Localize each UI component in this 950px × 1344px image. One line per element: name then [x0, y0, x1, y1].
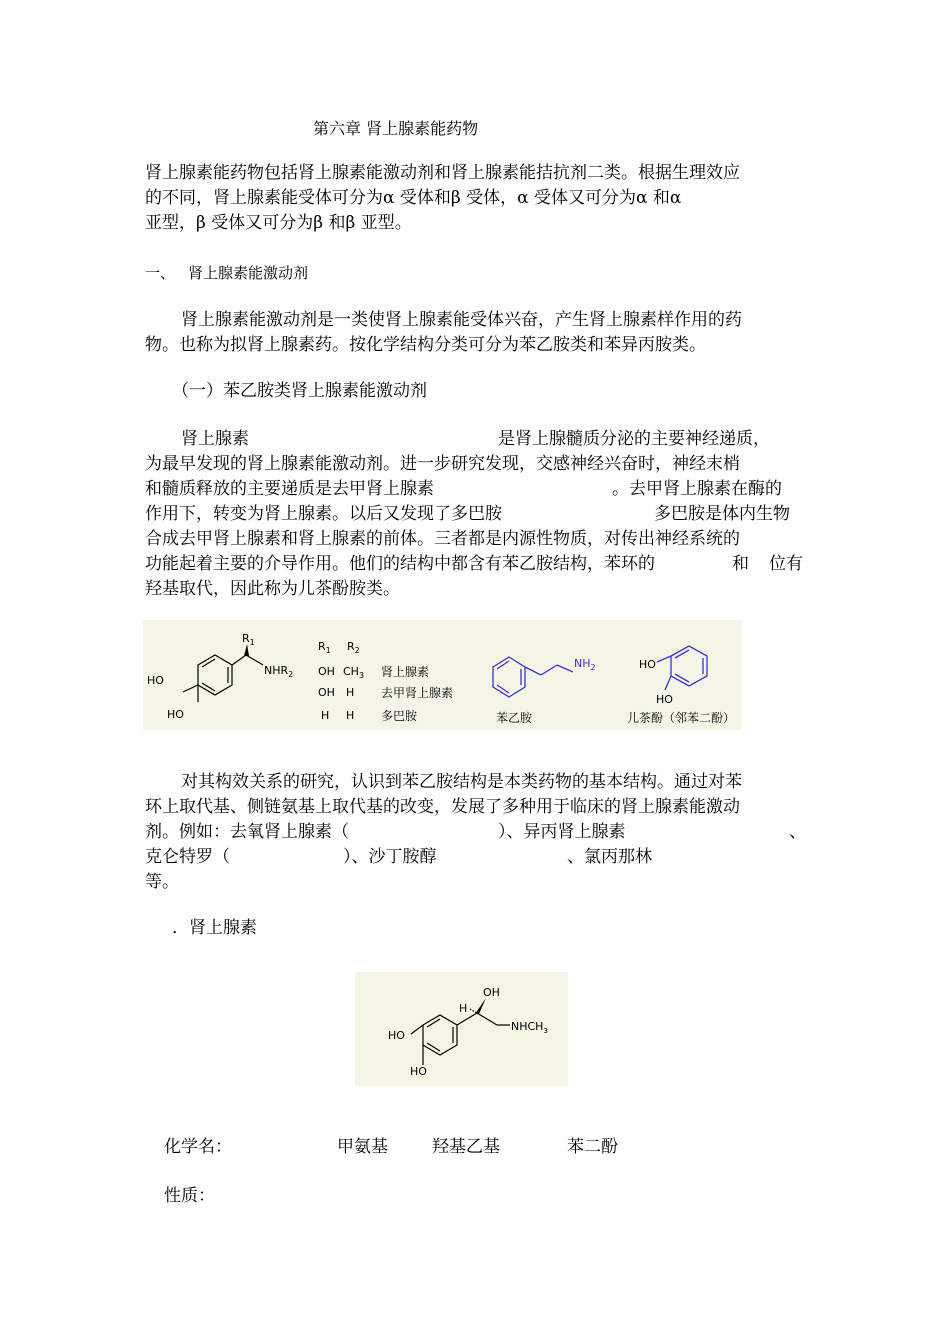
row1-r2: $CH_3$: [343, 665, 365, 680]
section-title: 肾上腺素能激动剂: [188, 264, 309, 282]
oh-label: OH: [483, 986, 500, 999]
row1-r1: OH: [318, 665, 335, 678]
para2-line-1a: 肾上腺素: [181, 429, 249, 449]
epinephrine-figure: [355, 972, 568, 1086]
nh2-label: $NH_2$: [574, 657, 596, 672]
para2-line-6b: 和: [732, 554, 749, 574]
oh-wedge-bond: [475, 998, 486, 1014]
catecholamine-structures-svg: [143, 620, 742, 730]
para2-line-3b: 。去甲肾上腺素在酶的: [612, 479, 782, 499]
wedge-bond: [244, 644, 249, 656]
para2-line-4b: 多巴胺是体内生物: [654, 504, 790, 524]
epinephrine-ring: [411, 1009, 510, 1065]
table-head-r2: $R_2$: [347, 640, 360, 655]
catecholamine-figure: [143, 620, 742, 730]
para3-line-4b: ）、沙丁胺醇: [343, 847, 437, 867]
nhr2-label: $NHR_2$: [264, 664, 294, 679]
para2-line-7: 羟基取代，因此称为儿茶酚胺类。: [145, 579, 400, 599]
h-label: H: [459, 1002, 468, 1015]
chemname-label: 化学名：: [164, 1137, 232, 1157]
intro-line-1: 肾上腺素能药物包括肾上腺素能激动剂和肾上腺素能拮抗剂二类。根据生理效应: [145, 163, 740, 183]
chapter-title: 第六章 肾上腺素能药物: [313, 119, 479, 138]
para3-line-1: 对其构效关系的研究，认识到苯乙胺结构是本类药物的基本结构。通过对苯: [181, 772, 742, 792]
chemname-part-a: 甲氨基: [337, 1137, 388, 1157]
row3-r1: H: [321, 709, 330, 722]
r1-label: $R_1$: [242, 632, 255, 647]
para3-line-3c: 、: [789, 822, 806, 842]
ho-label-1: HO: [147, 674, 164, 687]
para2-line-6a: 功能起着主要的介导作用。他们的结构中都含有苯乙胺结构，苯环的: [145, 554, 655, 574]
para2-line-2: 为最早发现的肾上腺素能激动剂。进一步研究发现，交感神经兴奋时，神经末梢: [145, 454, 740, 474]
row3-r2: H: [346, 709, 355, 722]
para3-line-5: 等。: [145, 872, 179, 892]
row2-r1: OH: [318, 686, 335, 699]
phenethylamine-ring: [493, 657, 573, 697]
intro-line-2: 的不同，肾上腺素能受体可分为α 受体和β 受体，α 受体又可分为α 和α: [145, 188, 682, 208]
chemname-part-c: 苯二酚: [567, 1137, 618, 1157]
catechol-ho-1: HO: [639, 658, 656, 671]
para2-line-3a: 和髓质释放的主要递质是去甲肾上腺素: [145, 479, 434, 499]
ho-label-2: HO: [167, 708, 184, 721]
epinephrine-structure-svg: [355, 972, 568, 1086]
phenethylamine-name: 苯乙胺: [496, 711, 533, 725]
ho-label-bottom: HO: [410, 1065, 427, 1078]
nhch3-label: $NHCH_3$: [511, 1020, 548, 1035]
para2-line-6c: 位有: [769, 554, 803, 574]
para3-line-4c: 、氯丙那林: [567, 847, 652, 867]
para3-line-4a: 克仑特罗（: [145, 847, 230, 867]
row2-name: 去甲肾上腺素: [381, 686, 454, 700]
para3-line-3b: ）、异丙肾上腺素: [498, 822, 626, 842]
para3-line-2: 环上取代基、侧链氨基上取代基的改变，发展了多种用于临床的肾上腺素能激动: [145, 797, 740, 817]
row1-name: 肾上腺素: [381, 665, 430, 679]
subsection-title: （一）苯乙胺类肾上腺素能激动剂: [172, 381, 427, 401]
chemname-part-b: 羟基乙基: [432, 1137, 500, 1157]
para3-line-3a: 剂。例如：去氧肾上腺素（: [145, 822, 349, 842]
section-para-line-1: 肾上腺素能激动剂是一类使肾上腺素能受体兴奋，产生肾上腺素样作用的药: [181, 310, 742, 330]
catechol-ring: [657, 646, 707, 690]
item-epinephrine: ．肾上腺素: [172, 918, 257, 938]
row3-name: 多巴胺: [381, 709, 418, 723]
catechol-ho-2: HO: [656, 693, 673, 706]
para2-line-4a: 作用下，转变为肾上腺素。以后又发现了多巴胺: [145, 504, 502, 524]
section-number: 一、: [145, 264, 176, 282]
ho-label-top: HO: [388, 1029, 405, 1042]
para2-line-5: 合成去甲肾上腺素和肾上腺素的前体。三者都是内源性物质，对传出神经系统的: [145, 529, 740, 549]
properties-label: 性质：: [164, 1186, 215, 1206]
section-para-line-2: 物。也称为拟肾上腺素药。按化学结构分类可分为苯乙胺类和苯异丙胺类。: [145, 335, 706, 355]
table-head-r1: $R_1$: [318, 640, 331, 655]
catechol-name: 儿茶酚（邻苯二酚）: [627, 711, 736, 725]
row2-r2: H: [346, 686, 355, 699]
intro-line-3: 亚型，β 受体又可分为β 和β 亚型。: [145, 213, 412, 233]
benzene-ring-generic: [183, 655, 263, 702]
para2-line-1b: 是肾上腺髓质分泌的主要神经递质，: [498, 429, 770, 449]
